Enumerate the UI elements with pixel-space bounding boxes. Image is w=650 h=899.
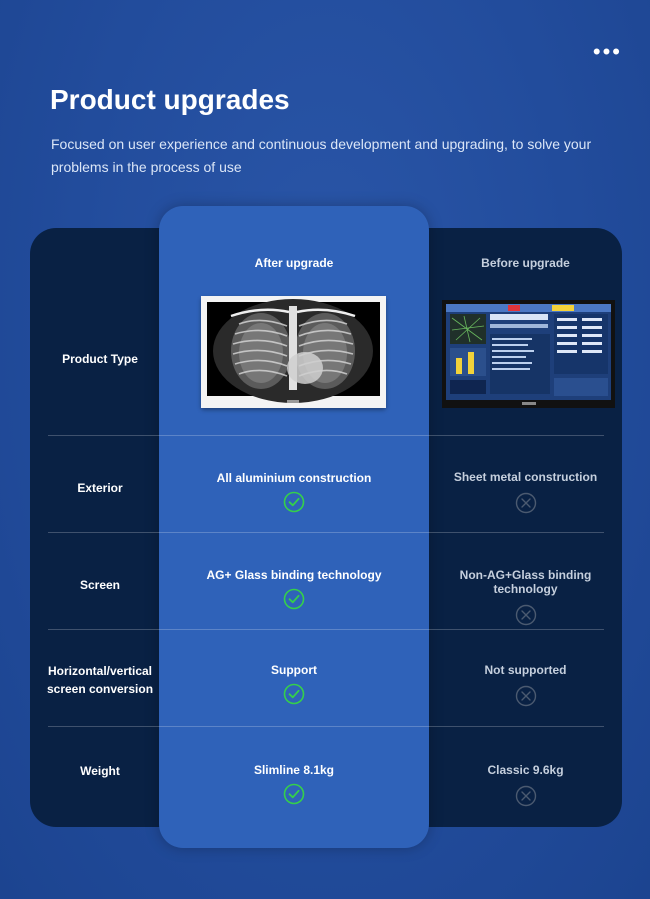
row-divider (48, 435, 604, 436)
cross-circle-icon (515, 492, 537, 514)
row-divider (48, 726, 604, 727)
after-exterior-cell (159, 471, 429, 513)
cross-circle-icon (515, 604, 537, 626)
row-label-screen-conversion: Horizontal/vertical screen conversion (46, 664, 154, 696)
row-divider (48, 532, 604, 533)
before-weight-cell (429, 763, 622, 807)
dashboard-monitor-graphic (442, 300, 615, 408)
xray-monitor-graphic (201, 296, 386, 408)
check-circle-icon (283, 491, 305, 513)
upgraded-monitor-image (201, 296, 386, 408)
before-weight-text: Classic 9.6kg (487, 763, 564, 777)
before-exterior-text: Sheet metal construction (453, 470, 598, 484)
row-label-screen: Screen (79, 578, 121, 592)
after-screen-text: AG+ Glass binding technology (206, 568, 382, 582)
before-upgrade-header: Before upgrade (481, 256, 570, 270)
check-circle-icon (283, 683, 305, 705)
previous-monitor-image (442, 300, 615, 408)
after-screen-cell (159, 568, 429, 610)
page-subtitle: Focused on user experience and continuous development and upgrading, to solve your problems in the process of use (51, 136, 592, 175)
before-conversion-text: Not supported (484, 663, 567, 677)
after-weight-cell (159, 763, 429, 805)
before-screen-cell (429, 568, 622, 626)
after-exterior-text: All aluminium construction (216, 471, 372, 485)
cross-circle-icon (515, 685, 537, 707)
row-label-weight: Weight (80, 764, 120, 778)
check-circle-icon (283, 588, 305, 610)
before-exterior-cell (429, 470, 622, 514)
before-conversion-cell (429, 663, 622, 707)
after-upgrade-header: After upgrade (254, 256, 334, 270)
page-title: Product upgrades (50, 84, 290, 115)
check-circle-icon (283, 783, 305, 805)
after-weight-text: Slimline 8.1kg (253, 763, 335, 777)
row-divider (48, 629, 604, 630)
before-screen-text: Non-AG+Glass binding technology (459, 568, 592, 596)
row-label-product-type: Product Type (62, 352, 138, 366)
more-dots-icon[interactable]: ••• (592, 39, 622, 64)
after-conversion-text: Support (271, 663, 317, 677)
row-label-exterior: Exterior (77, 481, 123, 495)
after-conversion-cell (159, 663, 429, 705)
cross-circle-icon (515, 785, 537, 807)
